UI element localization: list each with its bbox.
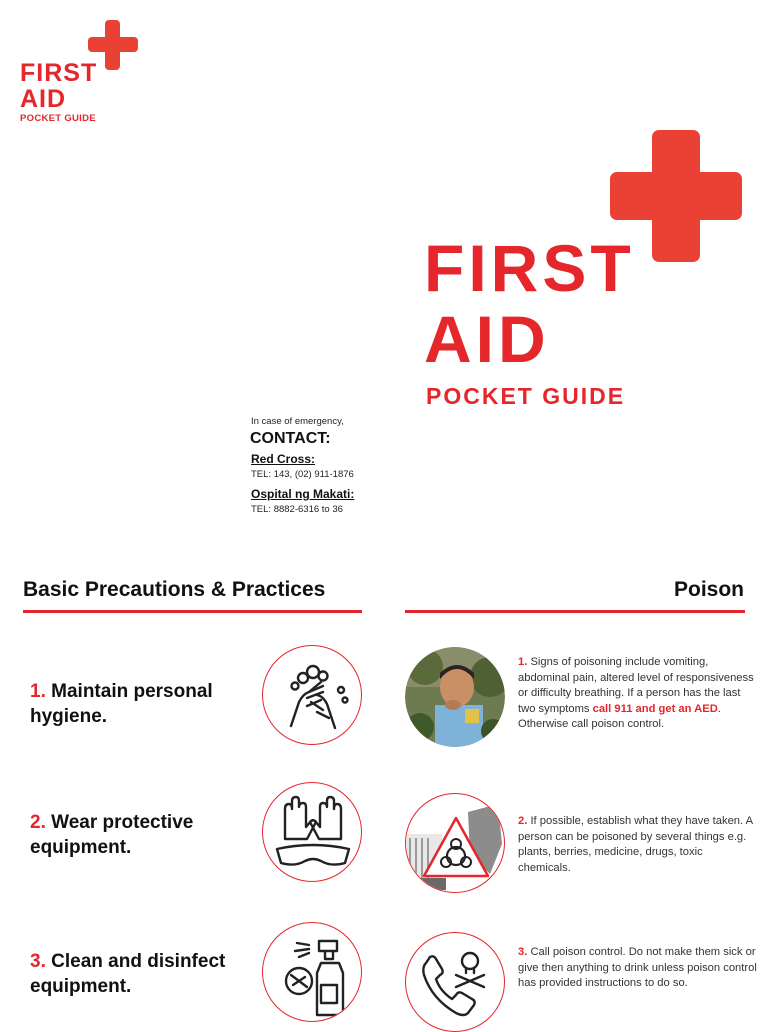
- big-logo-line2: AID: [424, 302, 550, 376]
- precaution-num-3: 3.: [30, 951, 46, 972]
- precaution-num-2: 2.: [30, 812, 46, 833]
- contact-tel-ospital: TEL: 8882-6316 to 36: [251, 504, 343, 515]
- precaution-item-3: [30, 949, 240, 999]
- small-logo-line2: AID: [20, 85, 67, 113]
- poison-item-2: [518, 814, 758, 876]
- poison-highlight-1: call 911 and get an AED: [592, 702, 718, 715]
- poison-num-1: 1.: [518, 656, 528, 668]
- big-logo-line1: FIRST: [424, 231, 635, 305]
- biohazard-sign-icon: [405, 793, 505, 893]
- precaution-text-3: Clean and disinfect equipment.: [30, 951, 226, 997]
- contact-tel-red-cross: TEL: 143, (02) 911-1876: [251, 469, 354, 480]
- spray-bottle-icon: [262, 922, 362, 1022]
- precaution-num-1: 1.: [30, 681, 46, 702]
- contact-heading: CONTACT:: [250, 430, 331, 447]
- precaution-text-1: Maintain personal hygiene.: [30, 681, 213, 727]
- contact-intro: In case of emergency,: [251, 416, 344, 427]
- poison-title: Poison: [673, 578, 744, 601]
- contact-name-red-cross: Red Cross:: [251, 452, 316, 466]
- phone-poison-icon: [405, 932, 505, 1032]
- poison-rule: [405, 610, 745, 613]
- gloves-goggles-icon: [262, 782, 362, 882]
- small-logo-sub: POCKET GUIDE: [20, 113, 96, 124]
- poison-text-1a: Signs of poisoning include vomiting, abdominal pain, altered level of responsiveness or difficulty breathing. If a person has the last two symptoms: [518, 656, 754, 715]
- big-logo-sub: POCKET GUIDE: [426, 383, 626, 409]
- small-logo-line1: FIRST: [20, 59, 98, 87]
- small-logo: [20, 20, 140, 130]
- poison-text-1b: . Otherwise call poison control.: [518, 702, 721, 730]
- precautions-title: Basic Precautions & Practices: [23, 578, 326, 601]
- contact-name-ospital: Ospital ng Makati:: [251, 487, 355, 501]
- hand-washing-icon: [262, 645, 362, 745]
- big-logo: [424, 130, 754, 420]
- contact-block: [251, 416, 451, 515]
- poison-text-2: If possible, establish what they have taken. A person can be poisoned by several things e.g. plants, berries, medicine, drugs, toxic chemicals.: [518, 815, 753, 874]
- precautions-rule: [23, 610, 362, 613]
- precaution-item-2: [30, 810, 240, 860]
- poison-num-3: 3.: [518, 946, 528, 958]
- poison-text-3: Call poison control. Do not make them sick or give then anything to drink unless poison control has provided instructions to do so.: [518, 946, 757, 989]
- precaution-text-2: Wear protective equipment.: [30, 812, 194, 858]
- precaution-item-1: [30, 679, 240, 729]
- poison-item-3: [518, 945, 758, 992]
- poison-item-1: [518, 655, 758, 733]
- child-photo: [405, 647, 505, 747]
- poison-num-2: 2.: [518, 815, 528, 827]
